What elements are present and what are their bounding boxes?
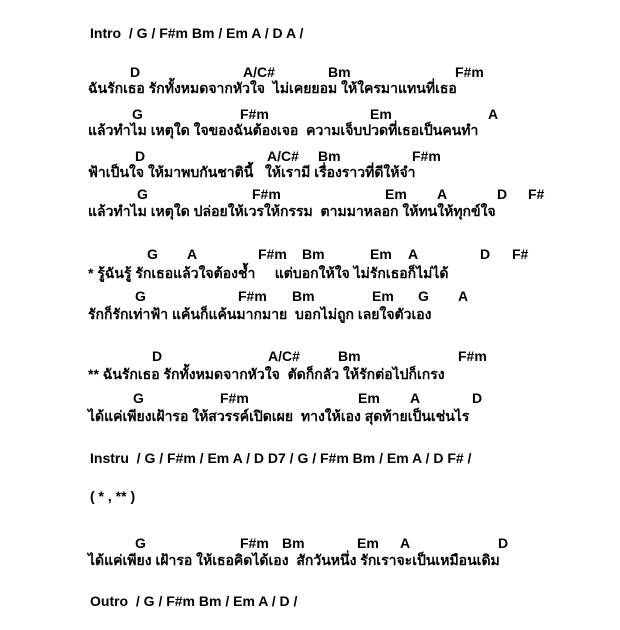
chord: F#m: [238, 288, 267, 304]
chord: Bm: [318, 148, 341, 164]
lyric-line: แล้วทำไม เหตุใด ใจของฉันต้องเจอ ความเจ็บปวดที่เธอเป็นคนทำ: [88, 122, 479, 138]
chord: Em: [385, 186, 407, 202]
lyric-line: ** ฉันรักเธอ รักทั้งหมดจากหัวใจ ตัดก็กลัว ให้รักต่อไปก็เกรง: [88, 366, 445, 382]
chord: F#: [528, 186, 545, 202]
chord: A: [408, 246, 419, 262]
chord: G: [135, 535, 146, 551]
chord: Em: [358, 390, 380, 406]
chord: Em: [370, 106, 392, 122]
chord: Em: [370, 246, 392, 262]
chord: D: [152, 348, 163, 364]
chord: F#m: [240, 106, 269, 122]
chord: D: [498, 535, 509, 551]
intro-label: Intro / G / F#m Bm / Em A / D A /: [90, 25, 304, 41]
lyric-line: ได้แค่เพียง เฝ้ารอ ให้เธอคิดได้เอง สักวันหนึ่ง รักเราจะเป็นเหมือนเดิม: [88, 552, 500, 568]
chord: A/C#: [267, 148, 299, 164]
chord: G: [133, 390, 144, 406]
chord: Bm: [328, 64, 351, 80]
chord: D: [130, 64, 141, 80]
chord: Bm: [282, 535, 305, 551]
chord: A: [400, 535, 411, 551]
chord-line: [0, 245, 620, 264]
chord: A/C#: [243, 64, 275, 80]
chord: D: [480, 246, 491, 262]
chord: Bm: [338, 348, 361, 364]
instru-label: Instru / G / F#m / Em A / D D7 / G / F#m Bm / Em A / D F# /: [90, 450, 472, 466]
chord-line: [0, 287, 620, 306]
lyric-line: ฟ้าเป็นใจ ให้มาพบกันชาตินี้ ให้เรามี เรื่องราวที่ดีให้จำ: [88, 164, 416, 180]
lyric-line: ฉันรักเธอ รักทั้งหมดจากหัวใจ ไม่เคยยอม ให้ใครมาแทนที่เธอ: [88, 80, 457, 96]
chord: D: [135, 148, 146, 164]
lyric-line: ได้แค่เพียงเฝ้ารอ ให้สวรรค์เปิดเผย ทางให้เอง สุดท้ายเป็นเช่นไร: [88, 408, 470, 424]
chord: G: [418, 288, 429, 304]
chord: F#m: [458, 348, 487, 364]
chord: F#m: [252, 186, 281, 202]
chord-line: [0, 389, 620, 408]
chord: A: [437, 186, 448, 202]
repeat-marker: ( * , ** ): [90, 488, 136, 504]
chord: G: [132, 106, 143, 122]
chord: F#m: [455, 64, 484, 80]
chord: D: [497, 186, 508, 202]
chord-line: [0, 347, 620, 366]
outro-label: Outro / G / F#m Bm / Em A / D /: [90, 593, 298, 609]
lyric-line: รักก็รักเท่าฟ้า แค้นก็แค้นมากมาย บอกไม่ถูก เลยใจตัวเอง: [88, 306, 432, 322]
chord: D: [472, 390, 483, 406]
chord: G: [137, 186, 148, 202]
chord: F#m: [240, 535, 269, 551]
lyric-line: แล้วทำไม เหตุใด ปล่อยให้เวรให้กรรม ตามมาหลอก ให้ทนให้ทุกข์ใจ: [88, 203, 496, 219]
chord: F#: [512, 246, 529, 262]
chord: F#m: [412, 148, 441, 164]
chord: Em: [372, 288, 394, 304]
chord: G: [147, 246, 158, 262]
chord: Bm: [302, 246, 325, 262]
chord: Em: [357, 535, 379, 551]
chord: Bm: [292, 288, 315, 304]
chord: A: [410, 390, 421, 406]
chord: G: [135, 288, 146, 304]
lyric-line: * รู้ฉันรู้ รักเธอแล้วใจต้องช้ำ แต่บอกให้ใจ ไม่รักเธอก็ไม่ได้: [88, 265, 449, 281]
chord: A: [458, 288, 469, 304]
chord: A/C#: [268, 348, 300, 364]
chord: F#m: [258, 246, 287, 262]
chord: F#m: [220, 390, 249, 406]
chord: A: [187, 246, 198, 262]
chord: A: [488, 106, 499, 122]
